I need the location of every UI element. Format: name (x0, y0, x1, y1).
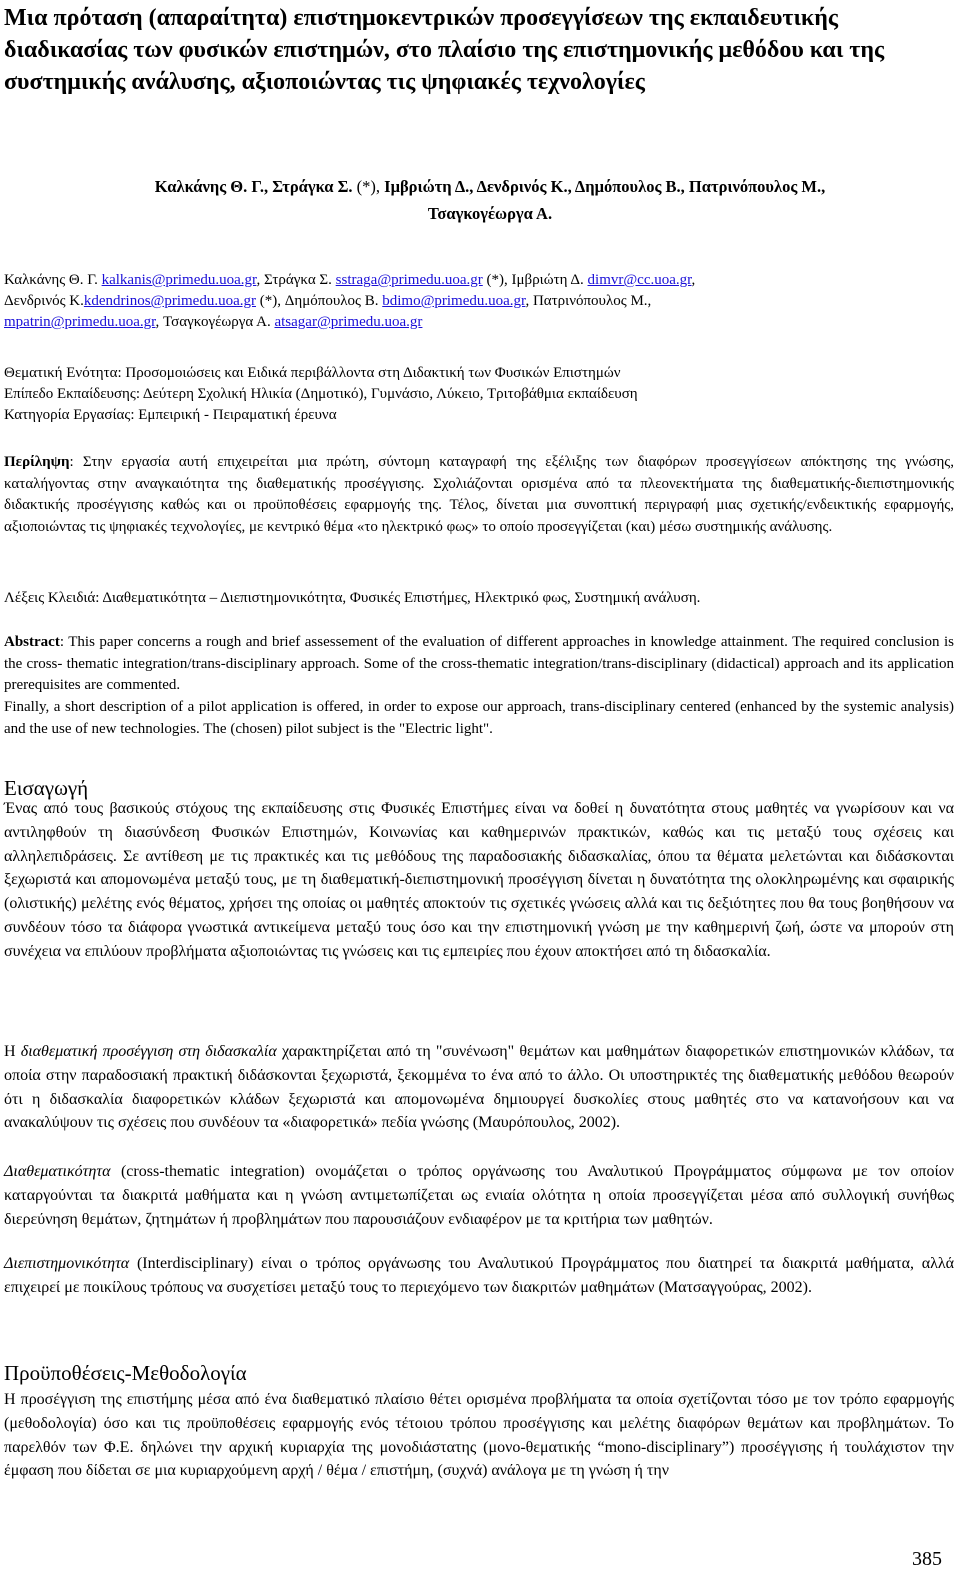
summary-label: Περίληψη (4, 454, 70, 470)
authors-part2: Ιμβριώτη Δ., Δενδρινός Κ., Δημόπουλος Β., Πατρινόπουλος Μ., Τσαγκογέωργα Α. (384, 177, 826, 223)
email-link-sstraga[interactable]: sstraga@primedu.uoa.gr (335, 272, 483, 288)
page-number: 385 (912, 1548, 942, 1570)
email-link-kalkanis[interactable]: kalkanis@primedu.uoa.gr (101, 272, 257, 288)
authors-part1: Καλκάνης Θ. Γ., Στράγκα Σ. (154, 177, 353, 196)
intro-p2-lead: Η (4, 1043, 21, 1060)
contact-name-6: , Πατρινόπουλος Μ., (525, 293, 652, 309)
keywords-line: Λέξεις Κλειδιά: Διαθεματικότητα – Διεπιστημονικότητα, Φυσικές Επιστήμες, Ηλεκτρικό φως, Συστημική ανάλυση. (4, 590, 701, 606)
contact-name-5: (*), Δημόπουλος Β. (256, 293, 383, 309)
contact-name-4: Δενδρινός Κ. (4, 293, 84, 309)
intro-paragraph-1: Ένας από τους βασικούς στόχους της εκπαίδευσης στις Φυσικές Επιστήμες είναι να δοθεί η δυνατότητα στους μαθητές να γνωρίσουν και να αντιληφθούν τη διασύνδεση Φυσικών Επιστημών, Κοινωνίας και καθημερινών πρακτικών, καθώς και τις μεταξύ τους σχέσεις και αλληλεπιδράσεις. Σε αντίθεση με τις πρακτικές και τις μεθόδους της παραδοσιακής διδασκαλίας, όπου τα θέματα μελετώνται και διδάσκονται ξεχωριστά και απομονωμένα μεταξύ τους, με τη διαθεματική-διεπιστημονική προσέγγιση δίνεται η δυνατότητα της ολοκληρωμένης και σφαιρικής (ολιστικής) μελέτης ενός θέματος, χρήσει της οποίας οι μαθητές αποκτούν τις σχετικές γνώσεις αλλά και τις δεξιότητες που θα τους βοηθήσουν να συνδέουν τόσο τα διάφορα γνωστικά αντικείμενα μεταξύ τους όσο και την επιστημονική γνώση με την καθημερινή ζωή, ώστε να μπορούν στη συνέχεια να επιλύουν προβλήματα αξιοποιώντας τις γνώσεις και τις εμπειρίες που έχουν αποκτήσει από τη διδασκαλία. (4, 800, 954, 960)
email-link-kdendrinos[interactable]: kdendrinos@primedu.uoa.gr (83, 293, 256, 309)
intro-p2-emphasis: διαθεματική προσέγγιση στη διδασκαλία (20, 1043, 277, 1060)
intro-heading: Εισαγωγή (4, 776, 89, 800)
contact-name-2: , Στράγκα Σ. (256, 272, 336, 288)
contact-sep: , (691, 272, 696, 288)
summary-paragraph (4, 452, 954, 538)
intro-p3-term: Διαθεματικότητα (4, 1163, 111, 1180)
prerequisites-heading: Προϋποθέσεις-Μεθοδολογία (4, 1361, 247, 1385)
contact-line-3 (4, 312, 954, 333)
contact-line-1 (4, 270, 954, 291)
thematic-unit: Θεματική Ενότητα: Προσομοιώσεις και Ειδικά περιβάλλοντα στη Διδακτική των Φυσικών Επιστημών (4, 365, 621, 381)
metadata-block (4, 363, 954, 426)
work-category: Κατηγορία Εργασίας: Εμπειρική - Πειραματική έρευνα (4, 407, 337, 423)
intro-p2-text: χαρακτηρίζεται από τη "συνένωση" θεμάτων και μαθημάτων διαφορετικών επιστημονικών κλάδων, τα οποία στην παραδοσιακή πρακτική διδάσκονται ξεχωριστά, ξεκομμένα το ένα από το άλλο. Οι υποστηρικτές της διαθεματικής μεθόδου θεωρούν ότι η διδασκαλία διαφορετικών κλάδων ξεχωριστά και απομονωμένα δημιουργεί δυσκολίες στους μαθητές στο να κατανοήσουν και να ανακαλύψουν τις σχέσεις που συνδέουν τα «διαφορετικά» πεδία γνώσης (Μαυρόπουλος, 2002). (4, 1043, 955, 1132)
intro-paragraph-3 (4, 1160, 954, 1231)
author-list (110, 173, 870, 227)
intro-p4-text: (Interdisciplinary) είναι ο τρόπος οργάνωσης του Αναλυτικού Προγράμματος που διατηρεί τα διακριτά μαθήματα, αλλά επιχειρεί με ποικίλους τρόπους να συσχετίσει μεταξύ τους το περιεχόμενο των διακριτών μαθημάτων (Ματσαγγούρας, 2002). (4, 1255, 954, 1296)
intro-paragraph-2 (4, 1040, 954, 1135)
contact-name-3: (*), Ιμβριώτη Δ. (482, 272, 588, 288)
email-link-atsagar[interactable]: atsagar@primedu.uoa.gr (274, 314, 423, 330)
email-link-mpatrin[interactable]: mpatrin@primedu.uoa.gr (4, 314, 156, 330)
contact-block (4, 270, 954, 333)
abstract-text: : This paper concerns a rough and brief assessement of the evaluation of different approaches in knowledge attainment. The required conclusion is the cross- thematic integration/trans-disciplinary approach. Some of the cross-thematic integration/trans-disciplinary (didactical) approach and its application prerequisites are commented. (4, 634, 954, 693)
abstract-label: Abstract (4, 634, 60, 650)
intro-p3-text: (cross-thematic integration) ονομάζεται ο τρόπος οργάνωσης του Αναλυτικού Προγράμματος σύμφωνα με τον οποίον καταργούνται τα διακριτά μαθήματα και η γνώση αντιμετωπίζεται ως ενιαία ολότητα η οποία προσεγγίζεται μέσα από συλλογική συνήθως διερεύνηση θεμάτων, ζητημάτων ή προβλημάτων που παρουσιάζουν ενδιαφέρον με τα κριτήρια των μαθητών. (4, 1163, 954, 1228)
intro-paragraph-4 (4, 1252, 954, 1300)
abstract-paragraph (4, 632, 954, 697)
abstract-paragraph-2: Finally, a short description of a pilot application is offered, in order to expose our approach, trans-disciplinary centered (enhanced by the systemic analysis) and the use of new technologies. The (chosen) pilot subject is the "Electric light". (4, 699, 954, 737)
prerequisites-paragraph: Η προσέγγιση της επιστήμης μέσα από ένα διαθεματικό πλαίσιο θέτει ορισμένα προβλήματα τα οποία σχετίζονται τόσο με τον τρόπο εφαρμογής (μεθοδολογία) όσο και τις προϋποθέσεις εφαρμογής ενός τέτοιου τρόπου προσέγγισης και μελέτης διαφόρων θεμάτων και προβλημάτων. Το παρελθόν των Φ.Ε. δηλώνει την αρχική κυριαρχία της μονοδιάστατης (μονο-θεματικής “mono-disciplinary”) προσέγγισης ή τουλάχιστον την έμφαση που δίδεται σε μια κυριαρχούμενη αρχή / θέμα / επιστήμη, (συχνά) ανάλογα με τη γνώση ή την (4, 1391, 954, 1480)
education-level: Επίπεδο Εκπαίδευσης: Δεύτερη Σχολική Ηλικία (Δημοτικό), Γυμνάσιο, Λύκειο, Τριτοβάθμια εκπαίδευση (4, 386, 638, 402)
contact-line-2 (4, 291, 954, 312)
summary-text: : Στην εργασία αυτή επιχειρείται μια πρώτη, σύντομη καταγραφή της εξέλιξης των διαφόρων προσεγγίσεων απόκτησης της γνώσης, καταλήγοντας στην αναγκαιότητα της διαθεματικής προσέγγισης. Σχολιάζονται ορισμένα από τα πλεονεκτήματα της διαθεματικής-διεπιστημονικής διδακτικής προσέγγισης καθώς και οι προϋποθέσεις εφαρμογής της. Τέλος, δίνεται μια συνοπτική περιγραφή μιας σχετικής/ενδεικτικής εφαρμογής, αξιοποιώντας τις ψηφιακές τεχνολογίες, με κεντρικό θέμα «το ηλεκτρικό φως» το οποίο προσεγγίζεται (και) μέσω συστημικής ανάλυσης. (4, 454, 954, 535)
authors-note: (*), (352, 177, 385, 196)
contact-name-7: , Τσαγκογέωργα Α. (155, 314, 275, 330)
paper-title: Μια πρόταση (απαραίτητα) επιστημοκεντρικών προσεγγίσεων της εκπαιδευτικής διαδικασίας των φυσικών επιστημών, στο πλαίσιο της επιστημονικής μεθόδου και της συστημικής ανάλυσης, αξιοποιώντας τις ψηφιακές τεχνολογίες (4, 5, 885, 95)
email-link-dimvr[interactable]: dimvr@cc.uoa.gr (587, 272, 692, 288)
email-link-bdimo[interactable]: bdimo@primedu.uoa.gr (382, 293, 526, 309)
contact-name-1: Καλκάνης Θ. Γ. (4, 272, 102, 288)
intro-p4-term: Διεπιστημονικότητα (4, 1255, 130, 1272)
